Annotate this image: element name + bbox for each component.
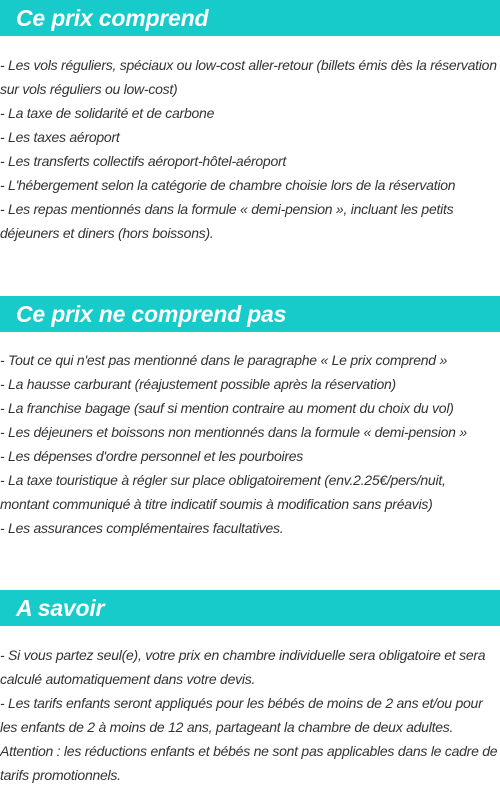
section-header-price-excludes (0, 296, 500, 332)
list-item: - Si vous partez seul(e), votre prix en chambre individuelle sera obligatoire et sera calculé automatiquement dans votre devis. (0, 647, 486, 687)
list-item: - La taxe de solidarité et de carbone (0, 105, 215, 121)
list-item: - La hausse carburant (réajustement possible après la réservation) (0, 376, 396, 392)
section-title: Ce prix ne comprend pas (16, 300, 287, 327)
section-title: A savoir (16, 594, 105, 621)
list-item: - Les assurances complémentaires facultatives. (0, 520, 284, 536)
section-body-good-to-know (0, 643, 500, 787)
list-item: - La franchise bagage (sauf si mention contraire au moment du choix du vol) (0, 400, 454, 416)
section-title: Ce prix comprend (16, 4, 209, 31)
list-item: - Les repas mentionnés dans la formule « demi-pension », incluant les petits déjeuners et diners (hors boissons). (0, 201, 454, 241)
section-header-good-to-know (0, 590, 500, 626)
list-item: - Les transferts collectifs aéroport-hôtel-aéroport (0, 153, 287, 169)
list-item: - Les déjeuners et boissons non mentionnés dans la formule « demi-pension » (0, 424, 467, 440)
list-item: - Les dépenses d'ordre personnel et les pourboires (0, 448, 304, 464)
list-item: - Les tarifs enfants seront appliqués pour les bébés de moins de 2 ans et/ou pour les enfants de 2 à moins de 12 ans, partageant la chambre de deux adultes. Attention : les réductions enfants et bébés ne sont pas applicables dans le cadre de tarifs promotionnels. (0, 695, 498, 783)
list-item: - Tout ce qui n'est pas mentionné dans le paragraphe « Le prix comprend » (0, 352, 447, 368)
list-item: - La taxe touristique à régler sur place obligatoirement (env.2.25€/pers/nuit, montant communiqué à titre indicatif soumis à modification sans préavis) (0, 472, 446, 512)
section-header-price-includes (0, 0, 500, 36)
list-item: - L'hébergement selon la catégorie de chambre choisie lors de la réservation (0, 177, 456, 193)
list-item: - Les taxes aéroport (0, 129, 120, 145)
section-body-price-excludes (0, 348, 500, 540)
list-item: - Les vols réguliers, spéciaux ou low-cost aller-retour (billets émis dès la réservation sur vols réguliers ou low-cost) (0, 57, 497, 97)
section-body-price-includes (0, 53, 500, 245)
